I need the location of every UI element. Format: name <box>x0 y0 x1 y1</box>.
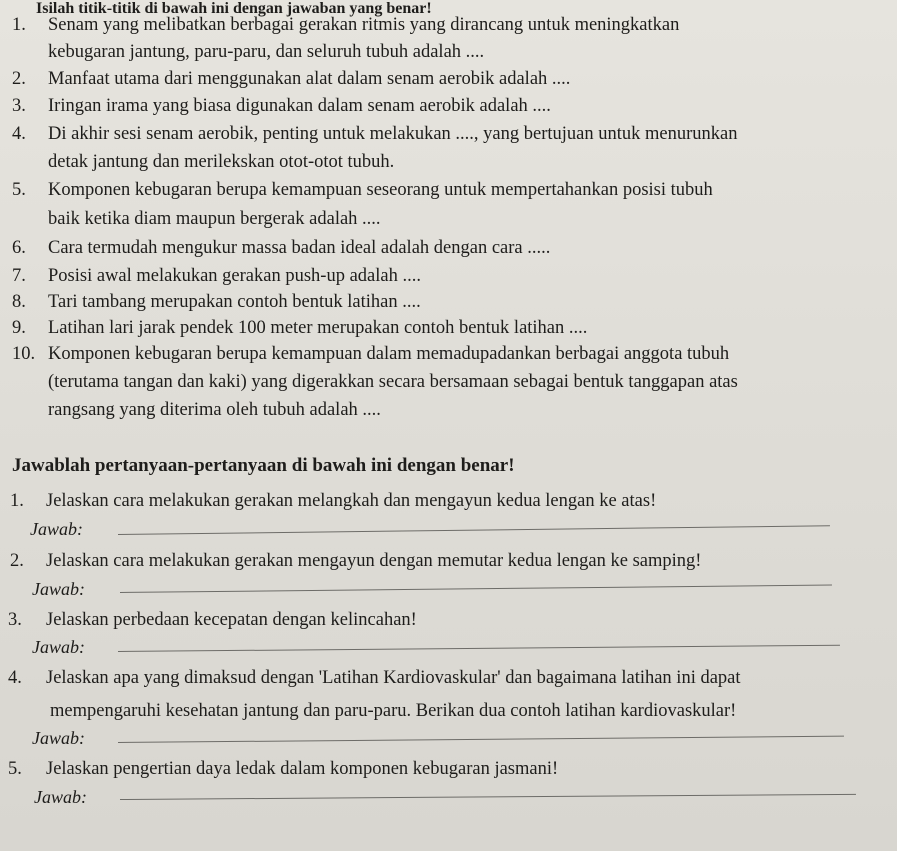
answer-line[interactable] <box>120 794 856 800</box>
question-text: mempengaruhi kesehatan jantung dan paru-paru. Berikan dua contoh latihan kardiovaskular! <box>50 701 737 721</box>
question-number: 8. <box>12 292 26 312</box>
question-number: 10. <box>12 344 36 364</box>
answer-label: Jawab: <box>32 637 85 657</box>
question-text: rangsang yang diterima oleh tubuh adalah .... <box>48 400 381 420</box>
question-number: 1. <box>10 491 24 511</box>
question-number: 2. <box>10 551 24 571</box>
question-text: Manfaat utama dari menggunakan alat dalam senam aerobik adalah .... <box>48 69 571 89</box>
question-text: Latihan lari jarak pendek 100 meter merupakan contoh bentuk latihan .... <box>48 318 588 338</box>
answer-line[interactable] <box>118 645 840 652</box>
question-text: Komponen kebugaran berupa kemampuan seseorang untuk mempertahankan posisi tubuh <box>48 180 713 200</box>
question-number: 6. <box>12 238 26 258</box>
answer-label: Jawab: <box>32 579 85 599</box>
question-number: 4. <box>8 668 22 688</box>
question-number: 5. <box>8 759 22 779</box>
question-text: Jelaskan cara melakukan gerakan melangkah dan mengayun kedua lengan ke atas! <box>46 491 657 511</box>
question-number: 1. <box>12 15 26 35</box>
answer-label: Jawab: <box>30 519 83 539</box>
question-number: 3. <box>8 610 22 630</box>
question-text: Tari tambang merupakan contoh bentuk latihan .... <box>48 292 421 312</box>
question-text: kebugaran jantung, paru-paru, dan seluruh tubuh adalah .... <box>48 42 485 62</box>
answer-label: Jawab: <box>34 787 87 807</box>
question-text: Jelaskan perbedaan kecepatan dengan kelincahan! <box>46 610 417 630</box>
question-number: 5. <box>12 180 26 200</box>
question-text: Jelaskan cara melakukan gerakan mengayun dengan memutar kedua lengan ke samping! <box>46 551 702 571</box>
question-text: (terutama tangan dan kaki) yang digerakkan secara bersamaan sebagai bentuk tanggapan atas <box>48 372 738 392</box>
question-number: 2. <box>12 69 26 89</box>
question-text: Jelaskan apa yang dimaksud dengan 'Latihan Kardiovaskular' dan bagaimana latihan ini dapat <box>46 668 741 688</box>
answer-label: Jawab: <box>32 728 85 748</box>
section-heading: Jawablah pertanyaan-pertanyaan di bawah ini dengan benar! <box>12 455 515 476</box>
question-number: 3. <box>12 96 26 116</box>
question-text: Di akhir sesi senam aerobik, penting untuk melakukan ...., yang bertujuan untuk menurunkan <box>48 124 738 144</box>
question-text: Senam yang melibatkan berbagai gerakan ritmis yang dirancang untuk meningkatkan <box>48 15 680 35</box>
answer-line[interactable] <box>118 736 844 743</box>
question-number: 7. <box>12 266 26 286</box>
question-text: Posisi awal melakukan gerakan push-up adalah .... <box>48 266 421 286</box>
question-text: Iringan irama yang biasa digunakan dalam senam aerobik adalah .... <box>48 96 551 116</box>
question-number: 9. <box>12 318 26 338</box>
section-instruction: Isilah titik-titik di bawah ini dengan jawaban yang benar! <box>36 0 432 17</box>
question-text: detak jantung dan merilekskan otot-otot tubuh. <box>48 152 395 172</box>
answer-line[interactable] <box>120 585 832 593</box>
question-text: baik ketika diam maupun bergerak adalah .... <box>48 209 381 229</box>
question-number: 4. <box>12 124 26 144</box>
answer-line[interactable] <box>118 525 830 535</box>
question-text: Cara termudah mengukur massa badan ideal adalah dengan cara ..... <box>48 238 551 258</box>
question-text: Komponen kebugaran berupa kemampuan dalam memadupadankan berbagai anggota tubuh <box>48 344 730 364</box>
question-text: Jelaskan pengertian daya ledak dalam komponen kebugaran jasmani! <box>46 759 559 779</box>
